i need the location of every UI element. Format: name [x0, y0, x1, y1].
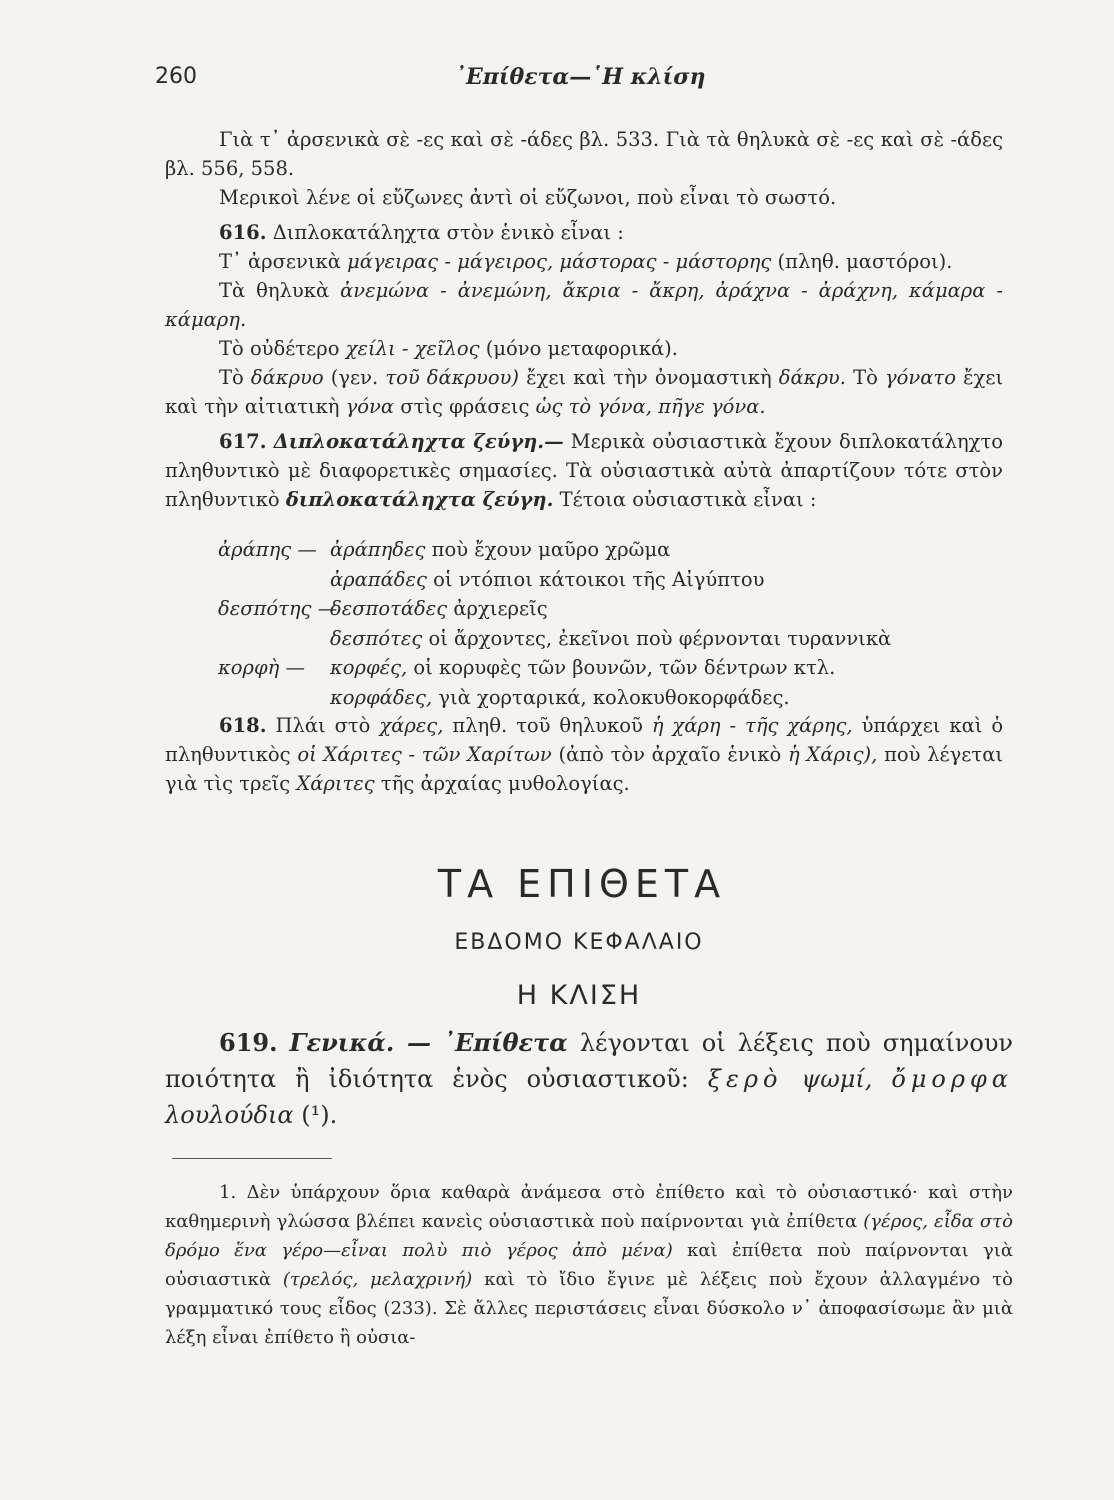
- section-616-intro: [165, 218, 1003, 247]
- fem-words: ἀνεμώνα - ἀνεμώνη, ἄκρια - ἄκρη, ἀράχνα - ἀράχνη, κάμαρα - κάμαρη.: [165, 279, 1003, 331]
- s618-t6: οἱ Χάριτες - τῶν Χαρίτων: [297, 743, 552, 766]
- word-row: [218, 624, 1008, 654]
- word-row: [218, 565, 1008, 595]
- section-616-masculine: [165, 247, 1003, 276]
- example-1: ξερὸ: [707, 1065, 783, 1093]
- footnote-e: καὶ τὸ ἴδιο ἔγινε μὲ λέξεις ποὺ ἔχουν ἀλλαγμένο τὸ γραμματικό τους εἶδος (233). Σὲ ἄλλες περιστάσεις εἶναι δύσκολο ν᾽ ἀποφασίσωμε ἂν μιὰ λέξη εἶναι ἐπίθετο ἢ οὐσια-: [165, 1269, 1013, 1348]
- section-617-term: διπλοκατάληχτα ζεύγη.: [285, 488, 554, 511]
- word-meaning: οἱ ἄρχοντες, ἐκεῖνοι ποὺ φέρνονται τυραννικὰ: [422, 626, 892, 650]
- footnote-c: καὶ ἐπίθετα ποὺ παίρνονται γιὰ οὐσιαστικὰ: [165, 1240, 1013, 1290]
- dakry-b: δάκρυο: [250, 366, 324, 389]
- section-number: 618.: [219, 714, 267, 737]
- word-definition: [330, 624, 891, 654]
- section-617-title: Διπλοκατάληχτα ζεύγη.—: [273, 430, 564, 453]
- footnote-b: (γέρος, εἶδα στὸ δρόμο ἕνα γέρο—εἶναι πολὺ πιὸ γέρος ἀπὸ μένα): [165, 1211, 1013, 1261]
- word-form: κορφάδες,: [330, 685, 433, 709]
- example-4: λουλούδια: [165, 1101, 294, 1129]
- s618-t3: πληθ. τοῦ θηλυκοῦ: [452, 714, 643, 737]
- word-head: δεσπότης —: [218, 597, 338, 620]
- word-row: [218, 653, 1008, 683]
- s618-t11: τῆς ἀρχαίας μυθολογίας.: [380, 772, 630, 795]
- dakry-e: ἔχει καὶ τὴν ὀνομαστικὴ: [526, 366, 772, 389]
- word-definition: [330, 594, 548, 624]
- word-meaning: οἱ κορυφὲς τῶν βουνῶν, τῶν δέντρων κτλ.: [407, 656, 836, 679]
- intro-paragraph: Γιὰ τ᾽ ἀρσενικὰ σὲ -ες καὶ σὲ -άδες βλ. 533. Γιὰ τὰ θηλυκὰ σὲ -ες καὶ σὲ -άδες βλ. 556, 558.: [165, 128, 1003, 180]
- section-619-title: Γενικά. —: [289, 1028, 432, 1057]
- example-3: ὄμορφα: [891, 1065, 1013, 1093]
- section-617: [165, 427, 1003, 514]
- word-meaning: ἀρχιερεῖς: [447, 597, 548, 620]
- section-number: 616.: [219, 221, 267, 244]
- section-617-text1: Μερικὰ οὐσιαστικὰ ἔχουν διπλοκατάληχτο πληθυντικὸ μὲ διαφορετικὲς σημασίες. Τὰ οὐσιαστικὰ αὐτὰ ἀπαρτίζουν τότε στὸν πληθυντικὸ: [165, 430, 1003, 511]
- section-number: 619.: [219, 1028, 278, 1057]
- s618-t1: Πλάι στὸ: [275, 714, 371, 737]
- footnote-ref[interactable]: (¹).: [301, 1101, 338, 1129]
- main-text: [165, 125, 1003, 514]
- section-616-text: Διπλοκατάληχτα στὸν ἑνικὸ εἶναι :: [272, 221, 624, 244]
- word-head: ἀράπης —: [218, 538, 317, 561]
- footnote-number: 1.: [219, 1182, 237, 1203]
- section-619-block: [165, 1025, 1013, 1133]
- dakry-i: ἔχει καὶ τὴν αἰτιατικὴ: [165, 366, 1004, 418]
- word-definition: [330, 535, 670, 565]
- word-form: κορφές,: [330, 656, 408, 679]
- dakry-l: ὡς τὸ γόνα, πῆγε γόνα.: [535, 395, 766, 418]
- s618-t8: ἡ Χάρις),: [788, 743, 878, 766]
- page-header: [155, 64, 1000, 94]
- section-617-text2: Τέτοια οὐσιαστικὰ εἶναι :: [559, 488, 817, 511]
- s618-t4: ἡ χάρη - τῆς χάρης,: [651, 714, 853, 737]
- page-number: 260: [155, 64, 197, 89]
- dakry-k: στὶς φράσεις: [400, 395, 530, 418]
- section-number: 617.: [219, 430, 267, 453]
- running-title: ᾽Επίθετα—῾Η κλίση: [455, 64, 706, 90]
- s618-t9: ποὺ λέγεται γιὰ τὶς τρεῖς: [165, 743, 1004, 795]
- section-618: [165, 711, 1003, 798]
- s618-t2: χάρες,: [379, 714, 444, 737]
- masc-note: (πληθ. μαστόροι).: [777, 250, 953, 273]
- masc-label: Τ᾽ ἀρσενικὰ: [219, 250, 341, 273]
- section-616-neuter: [165, 334, 1003, 363]
- dakry-h: γόνατο: [884, 366, 956, 389]
- neut-words: χείλι - χεῖλος: [345, 337, 480, 360]
- intro-note: Μερικοὶ λένε οἱ εὔζωνες ἀντὶ οἱ εὔζωνοι, ποὺ εἶναι τὸ σωστό.: [219, 186, 837, 209]
- section-616-dakry: [165, 363, 1003, 421]
- footnote-d: (τρελός, μελαχρινή): [282, 1269, 473, 1290]
- dakry-f: δάκρυ.: [778, 366, 846, 389]
- chapter-title: ΤΑ ΕΠΙΘΕΤΑ: [437, 862, 727, 906]
- word-definition: [330, 683, 790, 713]
- word-table: [218, 535, 1008, 712]
- s618-t5: ὑπάρχει καὶ ὁ πληθυντικὸς: [165, 714, 1004, 766]
- section-619: [165, 1025, 1013, 1133]
- dakry-d: τοῦ δάκρυου): [385, 366, 520, 389]
- s618-t10: Χάριτες: [296, 772, 375, 795]
- footnote: [165, 1178, 1013, 1352]
- word-form: ἀραπάδες: [330, 567, 427, 591]
- neut-label: Τὸ οὐδέτερο: [219, 337, 340, 360]
- dakry-g: Τὸ: [853, 366, 878, 389]
- dakry-c: (γεν.: [330, 366, 379, 389]
- word-row: [218, 535, 1008, 565]
- footnote-a: Δὲν ὑπάρχουν ὅρια καθαρὰ ἀνάμεσα στὸ ἐπίθετο καὶ τὸ οὐσιαστικό· καὶ στὴν καθημερινὴ γλώσσα βλέπει κανεὶς οὐσιαστικὰ ποὺ παίρνονται γιὰ ἐπίθετα: [165, 1182, 1013, 1232]
- chapter-subtitle: ΕΒΔΟΜΟ ΚΕΦΑΛΑΙΟ: [454, 930, 704, 955]
- masc-words: μάγειρας - μάγειρος, μάστορας - μάστορης: [347, 250, 772, 273]
- dakry-a: Τὸ: [219, 366, 244, 389]
- s618-t7: (ἀπὸ τὸν ἀρχαῖο ἑνικὸ: [558, 743, 782, 766]
- section-618-block: [165, 711, 1003, 798]
- dakry-j: γόνα: [345, 395, 395, 418]
- chapter-heading: Η ΚΛΙΣΗ: [516, 980, 642, 1011]
- word-meaning: γιὰ χορταρικά, κολοκυθοκορφάδες.: [432, 685, 790, 709]
- word-row: [218, 683, 1008, 713]
- section-619-text: λέγονται οἱ λέξεις ποὺ σημαίνουν ποιότητα ἢ ἰδιότητα ἑνὸς οὐσιαστικοῦ:: [165, 1029, 1013, 1093]
- word-form: δεσποτάδες: [330, 597, 448, 620]
- word-meaning: οἱ ντόπιοι κάτοικοι τῆς Αἰγύπτου: [426, 567, 765, 591]
- footnote-paragraph: [165, 1178, 1013, 1352]
- fem-label: Τὰ θηλυκὰ: [219, 279, 330, 302]
- section-616-feminine: [165, 276, 1003, 334]
- word-head: κορφὴ —: [218, 656, 306, 679]
- word-definition: [330, 565, 764, 595]
- word-form: δεσπότες: [330, 626, 423, 650]
- word-meaning: ποὺ ἔχουν μαῦρο χρῶμα: [425, 538, 671, 561]
- neut-note: (μόνο μεταφορικά).: [485, 337, 678, 360]
- footnote-divider: [172, 1158, 332, 1159]
- word-form: ἀράπηδες: [330, 538, 426, 561]
- word-definition: [330, 653, 835, 683]
- word-row: [218, 594, 1008, 624]
- section-619-term: ᾽Επίθετα: [443, 1028, 568, 1057]
- example-2: ψωμί,: [801, 1065, 873, 1093]
